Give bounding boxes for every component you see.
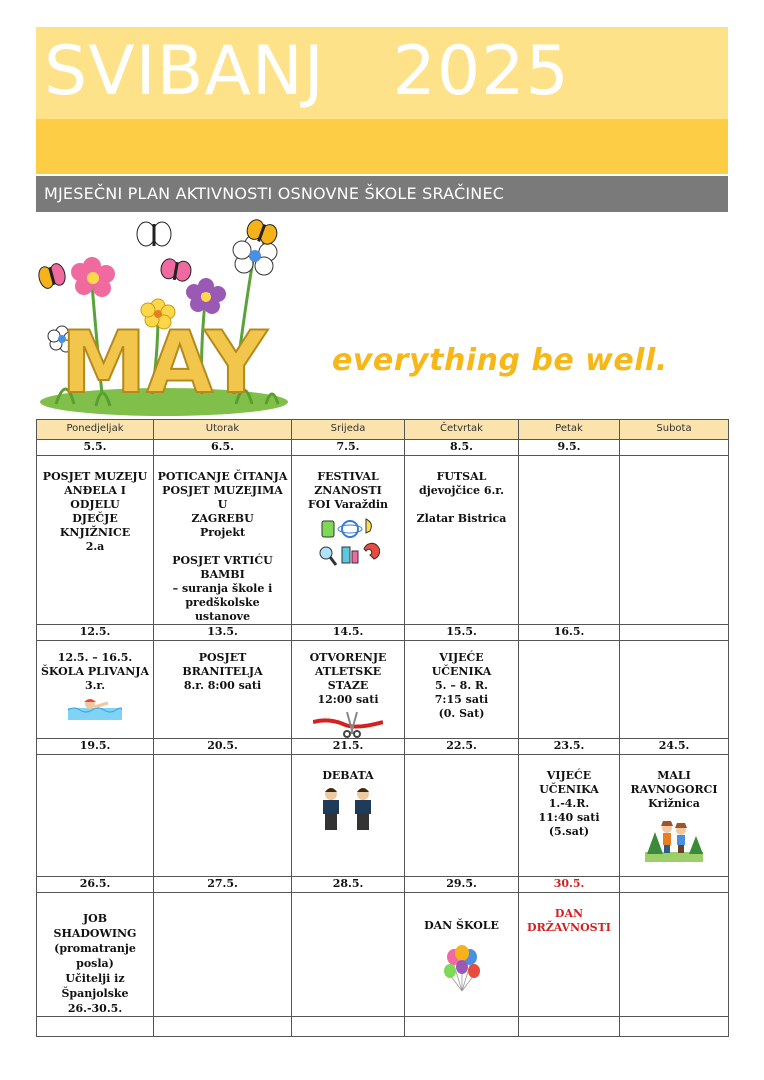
date-row <box>37 440 729 456</box>
event-cell <box>154 456 292 625</box>
event-cell <box>292 755 405 877</box>
accent-band <box>36 119 728 174</box>
date-cell: 29.5. <box>405 877 519 893</box>
date-cell: 7.5. <box>292 440 405 456</box>
event-text: VIJEĆE UČENIKA 1.-4.R. 11:40 sati (5.sat) <box>538 769 600 838</box>
date-row <box>37 739 729 755</box>
event-cell <box>37 755 154 877</box>
event-cell <box>620 641 729 739</box>
holiday-date-cell: 30.5. <box>519 877 620 893</box>
holiday-text: DAN DRŽAVNOSTI <box>527 907 611 934</box>
event-row <box>37 641 729 739</box>
event-cell <box>292 641 405 739</box>
event-cell <box>620 456 729 625</box>
event-row <box>37 755 729 877</box>
event-row <box>37 893 729 1017</box>
balloons-icon <box>442 945 482 993</box>
date-cell: 21.5. <box>292 739 405 755</box>
date-cell: 22.5. <box>405 739 519 755</box>
event-cell <box>154 755 292 877</box>
event-cell <box>405 893 519 1017</box>
date-cell: 15.5. <box>405 625 519 641</box>
date-cell: 6.5. <box>154 440 292 456</box>
slogan: everything be well. <box>332 343 668 378</box>
weekday-wed: Srijeda <box>292 420 405 440</box>
date-cell: 28.5. <box>292 877 405 893</box>
event-cell <box>37 641 154 739</box>
weekday-thu: Četvrtak <box>405 420 519 440</box>
page-title: SVIBANJ 2025 <box>44 32 570 111</box>
date-cell: 23.5. <box>519 739 620 755</box>
event-text: POTICANJE ČITANJA POSJET MUZEJIMA U ZAGREBU Projekt POSJET VRTIĆU BAMBI – suranja škole i predškolske ustanove <box>157 470 288 623</box>
event-text: MALI RAVNOGORCI Križnica <box>630 769 718 810</box>
date-row <box>37 625 729 641</box>
date-cell: 8.5. <box>405 440 519 456</box>
event-cell <box>405 641 519 739</box>
event-cell <box>519 893 620 1017</box>
event-cell <box>292 456 405 625</box>
event-cell <box>405 755 519 877</box>
science-tools-icon <box>316 515 380 571</box>
page-subtitle: MJESEČNI PLAN AKTIVNOSTI OSNOVNE ŠKOLE SRAČINEC <box>44 184 505 203</box>
ribbon-scissors-icon <box>313 710 383 738</box>
date-cell: 20.5. <box>154 739 292 755</box>
debate-icon <box>317 786 379 834</box>
weekday-header-row <box>37 420 729 440</box>
weekday-fri: Petak <box>519 420 620 440</box>
svg-text:MAY: MAY <box>60 313 268 413</box>
event-text: VIJEĆE UČENIKA 5. – 8. R. 7:15 sati (0. Sat) <box>431 651 492 720</box>
event-cell <box>620 755 729 877</box>
event-text: DAN ŠKOLE <box>424 919 499 932</box>
event-cell <box>519 456 620 625</box>
subtitle-bar <box>36 176 728 212</box>
event-cell <box>154 641 292 739</box>
event-cell <box>37 893 154 1017</box>
weekday-sat: Subota <box>620 420 729 440</box>
event-cell <box>292 893 405 1017</box>
event-text: OTVORENJE ATLETSKE STAZE 12:00 sati <box>309 651 387 706</box>
event-cell <box>519 755 620 877</box>
event-cell <box>620 893 729 1017</box>
weekday-tue: Utorak <box>154 420 292 440</box>
weekday-mon: Ponedjeljak <box>37 420 154 440</box>
date-cell: 27.5. <box>154 877 292 893</box>
date-cell: 9.5. <box>519 440 620 456</box>
date-row <box>37 877 729 893</box>
date-cell: 13.5. <box>154 625 292 641</box>
date-cell: 26.5. <box>37 877 154 893</box>
event-text: FUTSAL djevojčice 6.r. Zlatar Bistrica <box>416 470 507 525</box>
date-cell: 12.5. <box>37 625 154 641</box>
date-cell: 16.5. <box>519 625 620 641</box>
date-cell <box>620 877 729 893</box>
hikers-icon <box>645 814 703 862</box>
event-text: FESTIVAL ZNANOSTI FOI Varaždin <box>307 470 389 511</box>
date-cell: 14.5. <box>292 625 405 641</box>
activity-calendar <box>36 419 729 1037</box>
event-text: JOB SHADOWING (promatranje posla) Učitelji iz Španjolske 26.-30.5. <box>53 912 137 1015</box>
spacer-row <box>37 1017 729 1037</box>
date-cell: 5.5. <box>37 440 154 456</box>
event-text: 12.5. – 16.5. ŠKOLA PLIVANJA 3.r. <box>40 651 150 692</box>
event-text: POSJET BRANITELJA 8.r. 8:00 sati <box>182 651 263 692</box>
event-text: POSJET MUZEJU ANĐELA I ODJELU DJEČJE KNJIŽNICE 2.a <box>42 470 148 553</box>
may-flowers-illustration <box>36 214 294 416</box>
event-row <box>37 456 729 625</box>
event-text: DEBATA <box>322 769 374 782</box>
swimmer-icon <box>68 696 122 722</box>
event-cell <box>519 641 620 739</box>
date-cell <box>620 625 729 641</box>
event-cell <box>405 456 519 625</box>
date-cell <box>620 440 729 456</box>
title-band <box>36 27 728 119</box>
event-cell <box>154 893 292 1017</box>
date-cell: 24.5. <box>620 739 729 755</box>
event-cell <box>37 456 154 625</box>
date-cell: 19.5. <box>37 739 154 755</box>
